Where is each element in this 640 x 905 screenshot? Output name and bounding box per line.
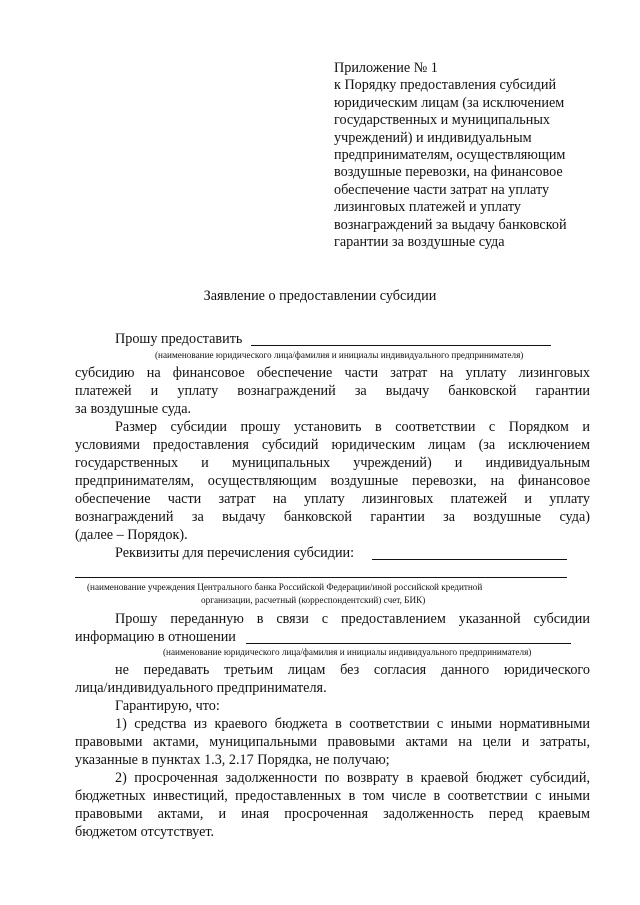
guarantee-item2-line: правовыми актами, и иная просроченная задолженность перед краевым — [75, 806, 590, 822]
guarantee-lead: Гарантирую, что: — [115, 698, 220, 714]
guarantee-item1-line: 1) средства из краевого бюджета в соответствии с иными нормативными — [115, 716, 590, 732]
appendix-line: юридическим лицам (за исключением — [334, 94, 565, 111]
requisites-note: организации, расчетный (корреспондентский) счет, БИК) — [201, 595, 426, 605]
requisites-blank-line-full — [75, 577, 567, 578]
size-line: условиями предоставления субсидий юридическим лицам (за исключением — [75, 437, 590, 453]
guarantee-item1-line: правовыми актами, муниципальными правовыми актами на цели и затраты, — [75, 734, 590, 750]
size-line: вознаграждений за выдачу банковской гарантии за воздушные суда) — [75, 509, 590, 525]
size-line: государственных и муниципальных учреждений) и индивидуальным — [75, 455, 590, 471]
request-line: за воздушные суда. — [75, 401, 192, 417]
appendix-header — [334, 60, 594, 251]
request-blank-line — [251, 345, 551, 346]
transfer-line: Прошу переданную в связи с предоставлением указанной субсидии — [115, 611, 590, 627]
appendix-line: учреждений) и индивидуальным — [334, 129, 532, 146]
request-note: (наименование юридического лица/фамилия и инициалы индивидуального предпринимателя) — [155, 350, 524, 360]
size-line: (далее – Порядок). — [75, 527, 188, 543]
appendix-line: воздушные перевозки, на финансовое — [334, 164, 563, 181]
guarantee-item2-line: бюджетных инвестиций, предоставленных в том числе в соответствии с иными — [75, 788, 590, 804]
transfer-lead: информацию в отношении — [75, 629, 236, 645]
appendix-line: лизинговых платежей и уплату — [334, 199, 521, 216]
appendix-line: предпринимателям, осуществляющим — [334, 147, 566, 164]
transfer-line: не передавать третьим лицам без согласия данного юридического — [115, 662, 590, 678]
size-line: обеспечение части затрат на уплату лизинговых платежей и уплату — [75, 491, 590, 507]
transfer-note: (наименование юридического лица/фамилия и инициалы индивидуального предпринимателя) — [163, 647, 532, 657]
size-line: Размер субсидии прошу установить в соответствии с Порядком и — [115, 419, 590, 435]
transfer-blank-line — [246, 643, 571, 644]
appendix-line: государственных и муниципальных — [334, 112, 550, 129]
appendix-line: вознаграждений за выдачу банковской — [334, 216, 567, 233]
requisites-blank-line — [372, 559, 567, 560]
size-line: предпринимателям, осуществляющим воздушные перевозки, на финансовое — [75, 473, 590, 489]
appendix-line: Приложение № 1 — [334, 60, 438, 76]
guarantee-lead-line — [75, 697, 590, 715]
transfer-line: лица/индивидуального предпринимателя. — [75, 680, 327, 696]
request-line: платежей и уплату вознаграждений за выдачу банковской гарантии — [75, 383, 590, 399]
document-title: Заявление о предоставлении субсидии — [203, 288, 437, 304]
request-line: субсидию на финансовое обеспечение части затрат на уплату лизинговых — [75, 365, 590, 381]
guarantee-item2-line: бюджетом отсутствует. — [75, 824, 215, 840]
requisites-lead: Реквизиты для перечисления субсидии: — [115, 545, 355, 561]
requisites-note: (наименование учреждения Центрального банка Российской Федерации/иной российской кредитной — [87, 582, 483, 592]
appendix-line: обеспечение части затрат на уплату — [334, 181, 550, 198]
guarantee-item1-line: указанные в пунктах 1.3, 2.17 Порядка, не получаю; — [75, 752, 390, 768]
guarantee-item2-line: 2) просроченная задолженности по возврату в краевой бюджет субсидий, — [115, 770, 590, 786]
appendix-line: гарантии за воздушные суда — [334, 234, 505, 251]
appendix-line: к Порядку предоставления субсидий — [334, 77, 557, 94]
request-lead: Прошу предоставить — [115, 331, 243, 347]
